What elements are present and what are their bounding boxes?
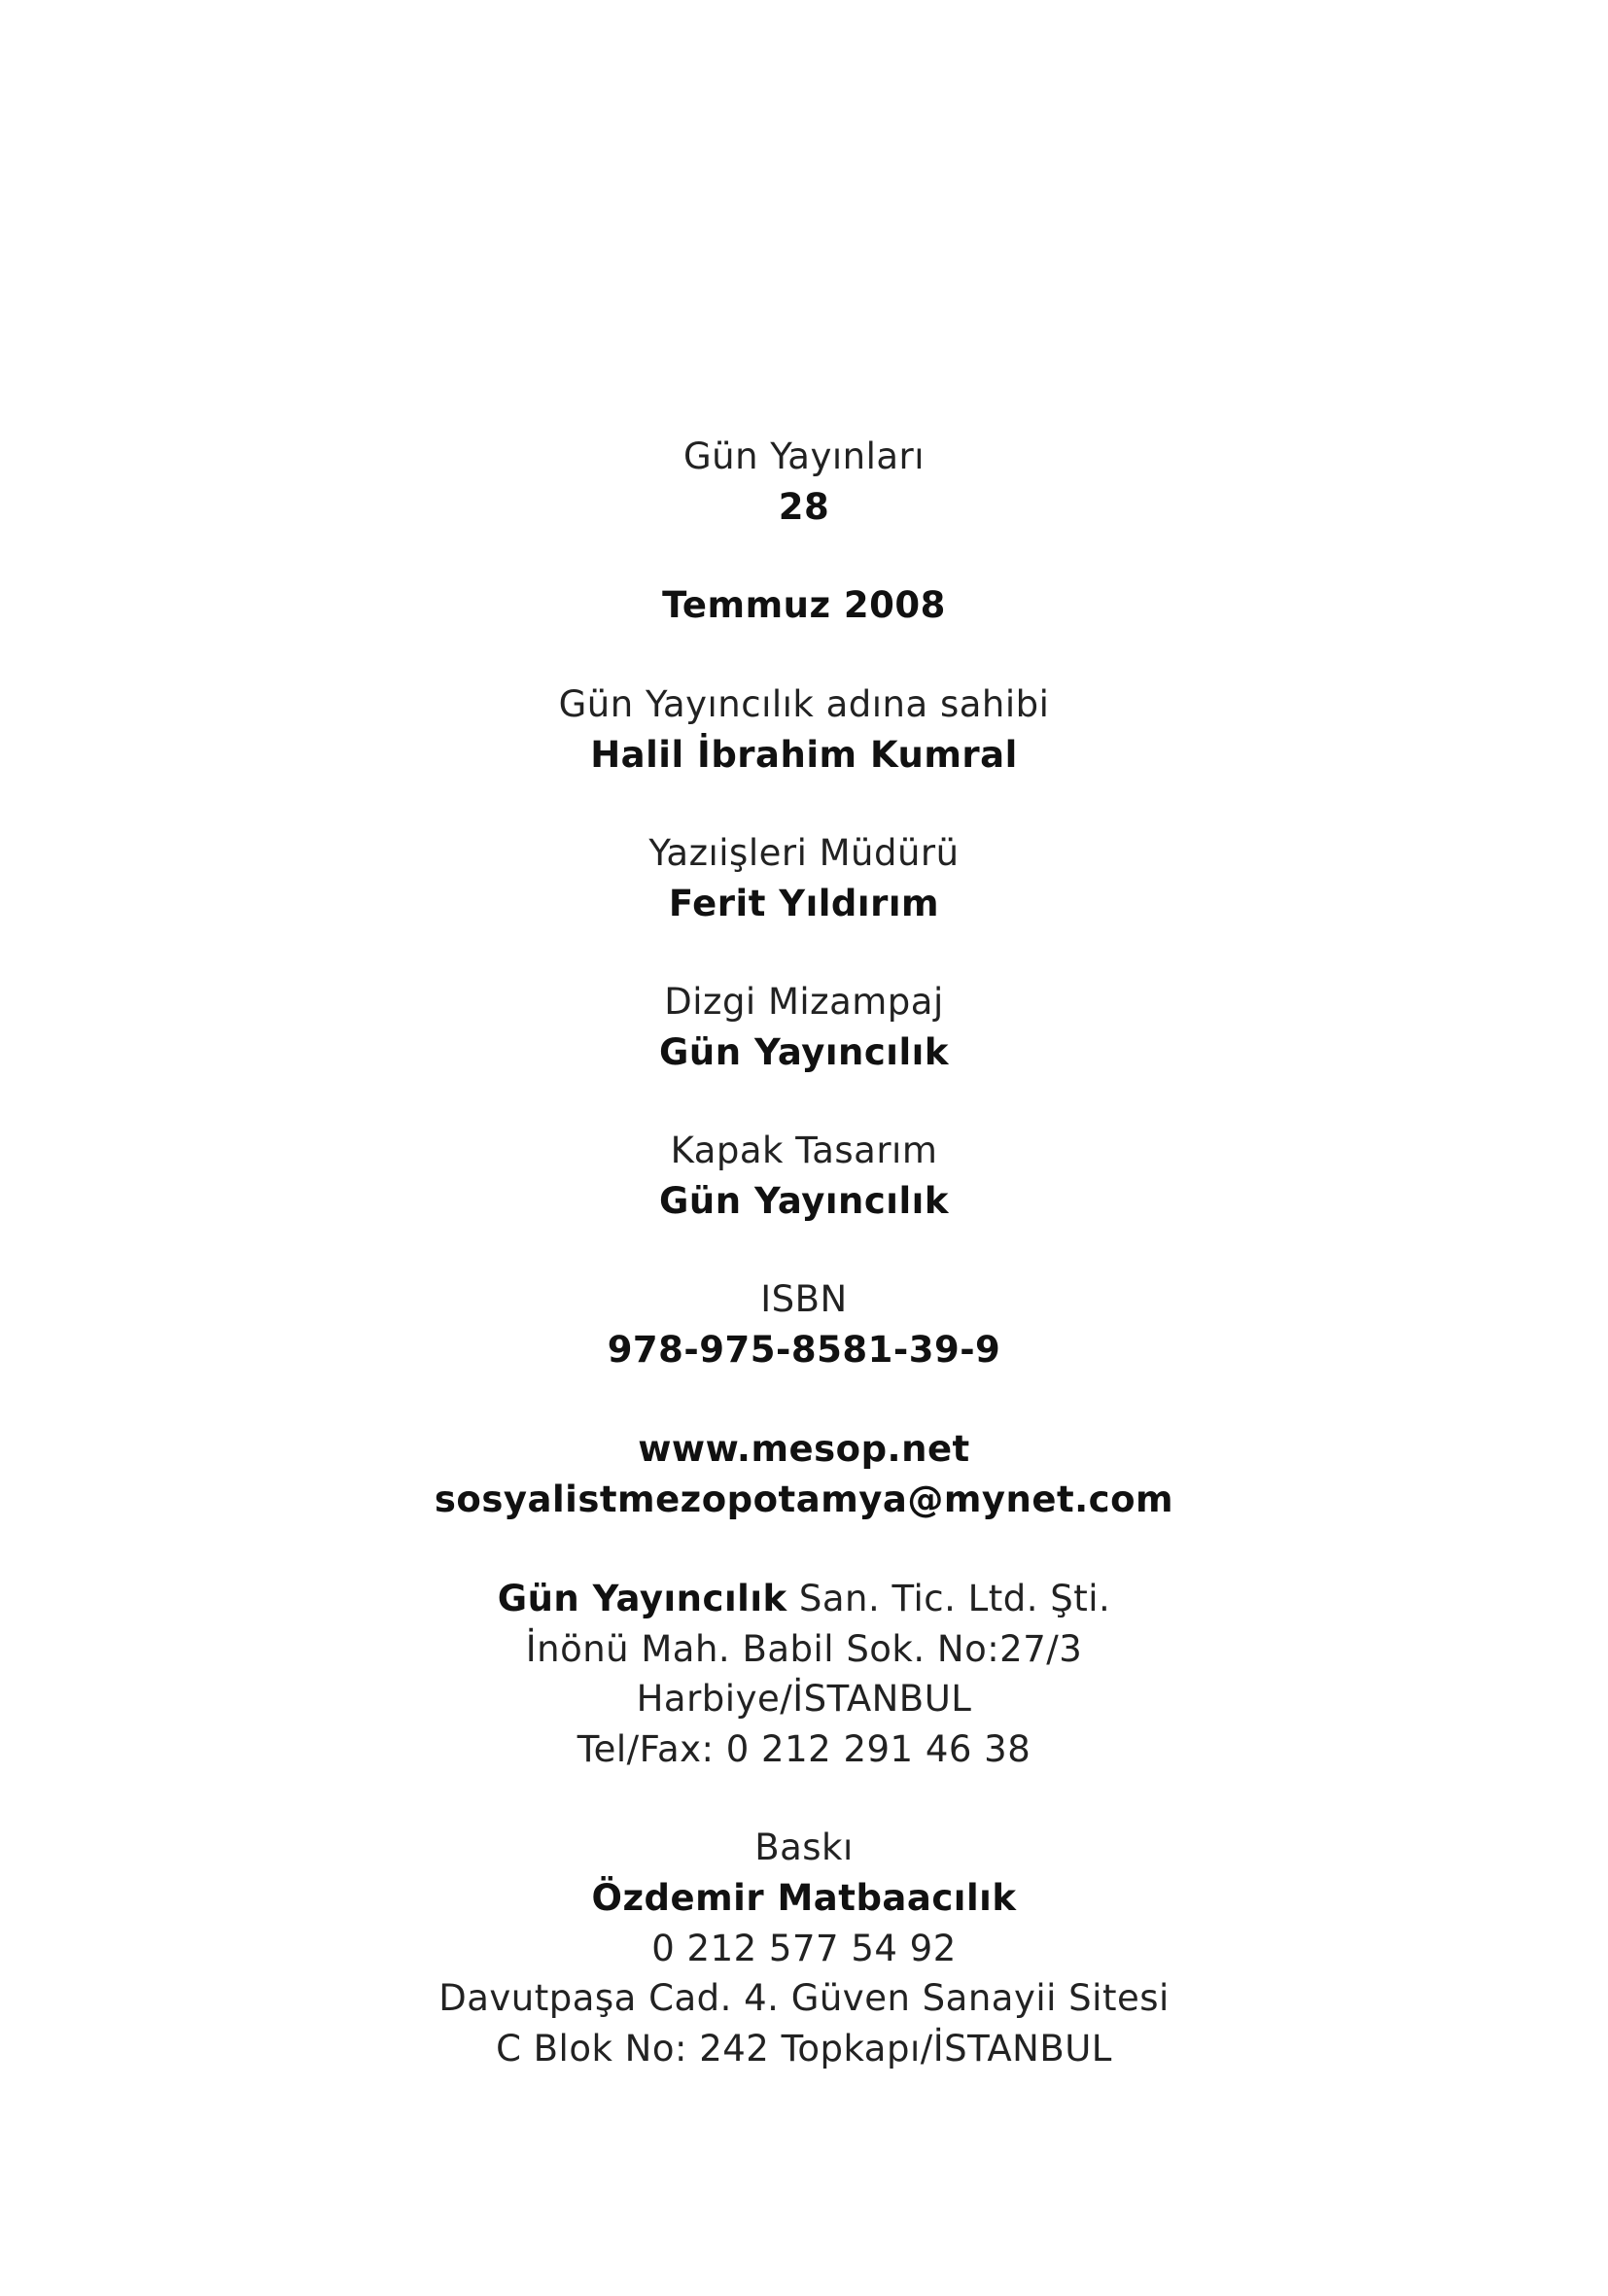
cover-name: Gün Yayıncılık	[659, 1180, 949, 1222]
printer-address-line2: C Blok No: 242 Topkapı/İSTANBUL	[496, 2028, 1112, 2070]
printer-phone: 0 212 577 54 92	[651, 1928, 957, 1969]
layout-name: Gün Yayıncılık	[659, 1031, 949, 1073]
publisher-address-line2: Harbiye/İSTANBUL	[636, 1678, 972, 1720]
editor-name: Ferit Yıldırım	[668, 883, 940, 924]
publication-date: Temmuz 2008	[662, 584, 946, 626]
editor-label: Yazıişleri Müdürü	[648, 832, 960, 874]
website-link: www.mesop.net	[638, 1428, 970, 1470]
isbn-label: ISBN	[760, 1278, 848, 1320]
publisher-line	[0, 1575, 1608, 1623]
owner-label: Gün Yayıncılık adına sahibi	[558, 683, 1050, 725]
series-name: Gün Yayınları	[682, 435, 926, 477]
series-number: 28	[778, 486, 830, 528]
publisher-phone: Tel/Fax: 0 212 291 46 38	[577, 1728, 1031, 1770]
layout-label: Dizgi Mizampaj	[664, 981, 944, 1023]
printer-address-line1: Davutpaşa Cad. 4. Güven Sanayii Sitesi	[438, 1977, 1170, 2019]
publisher-address-line1: İnönü Mah. Babil Sok. No:27/3	[525, 1628, 1083, 1670]
isbn-value: 978-975-8581-39-9	[607, 1329, 1001, 1371]
email-address: sosyalistmezopotamya@mynet.com	[434, 1478, 1174, 1520]
publisher-name-suffix: San. Tic. Ltd. Şti.	[787, 1578, 1111, 1619]
printer-name: Özdemir Matbaacılık	[591, 1877, 1017, 1919]
cover-label: Kapak Tasarım	[670, 1130, 938, 1171]
printer-label: Baskı	[754, 1826, 854, 1868]
owner-name: Halil İbrahim Kumral	[590, 734, 1018, 776]
publisher-name: Gün Yayıncılık	[497, 1578, 787, 1619]
